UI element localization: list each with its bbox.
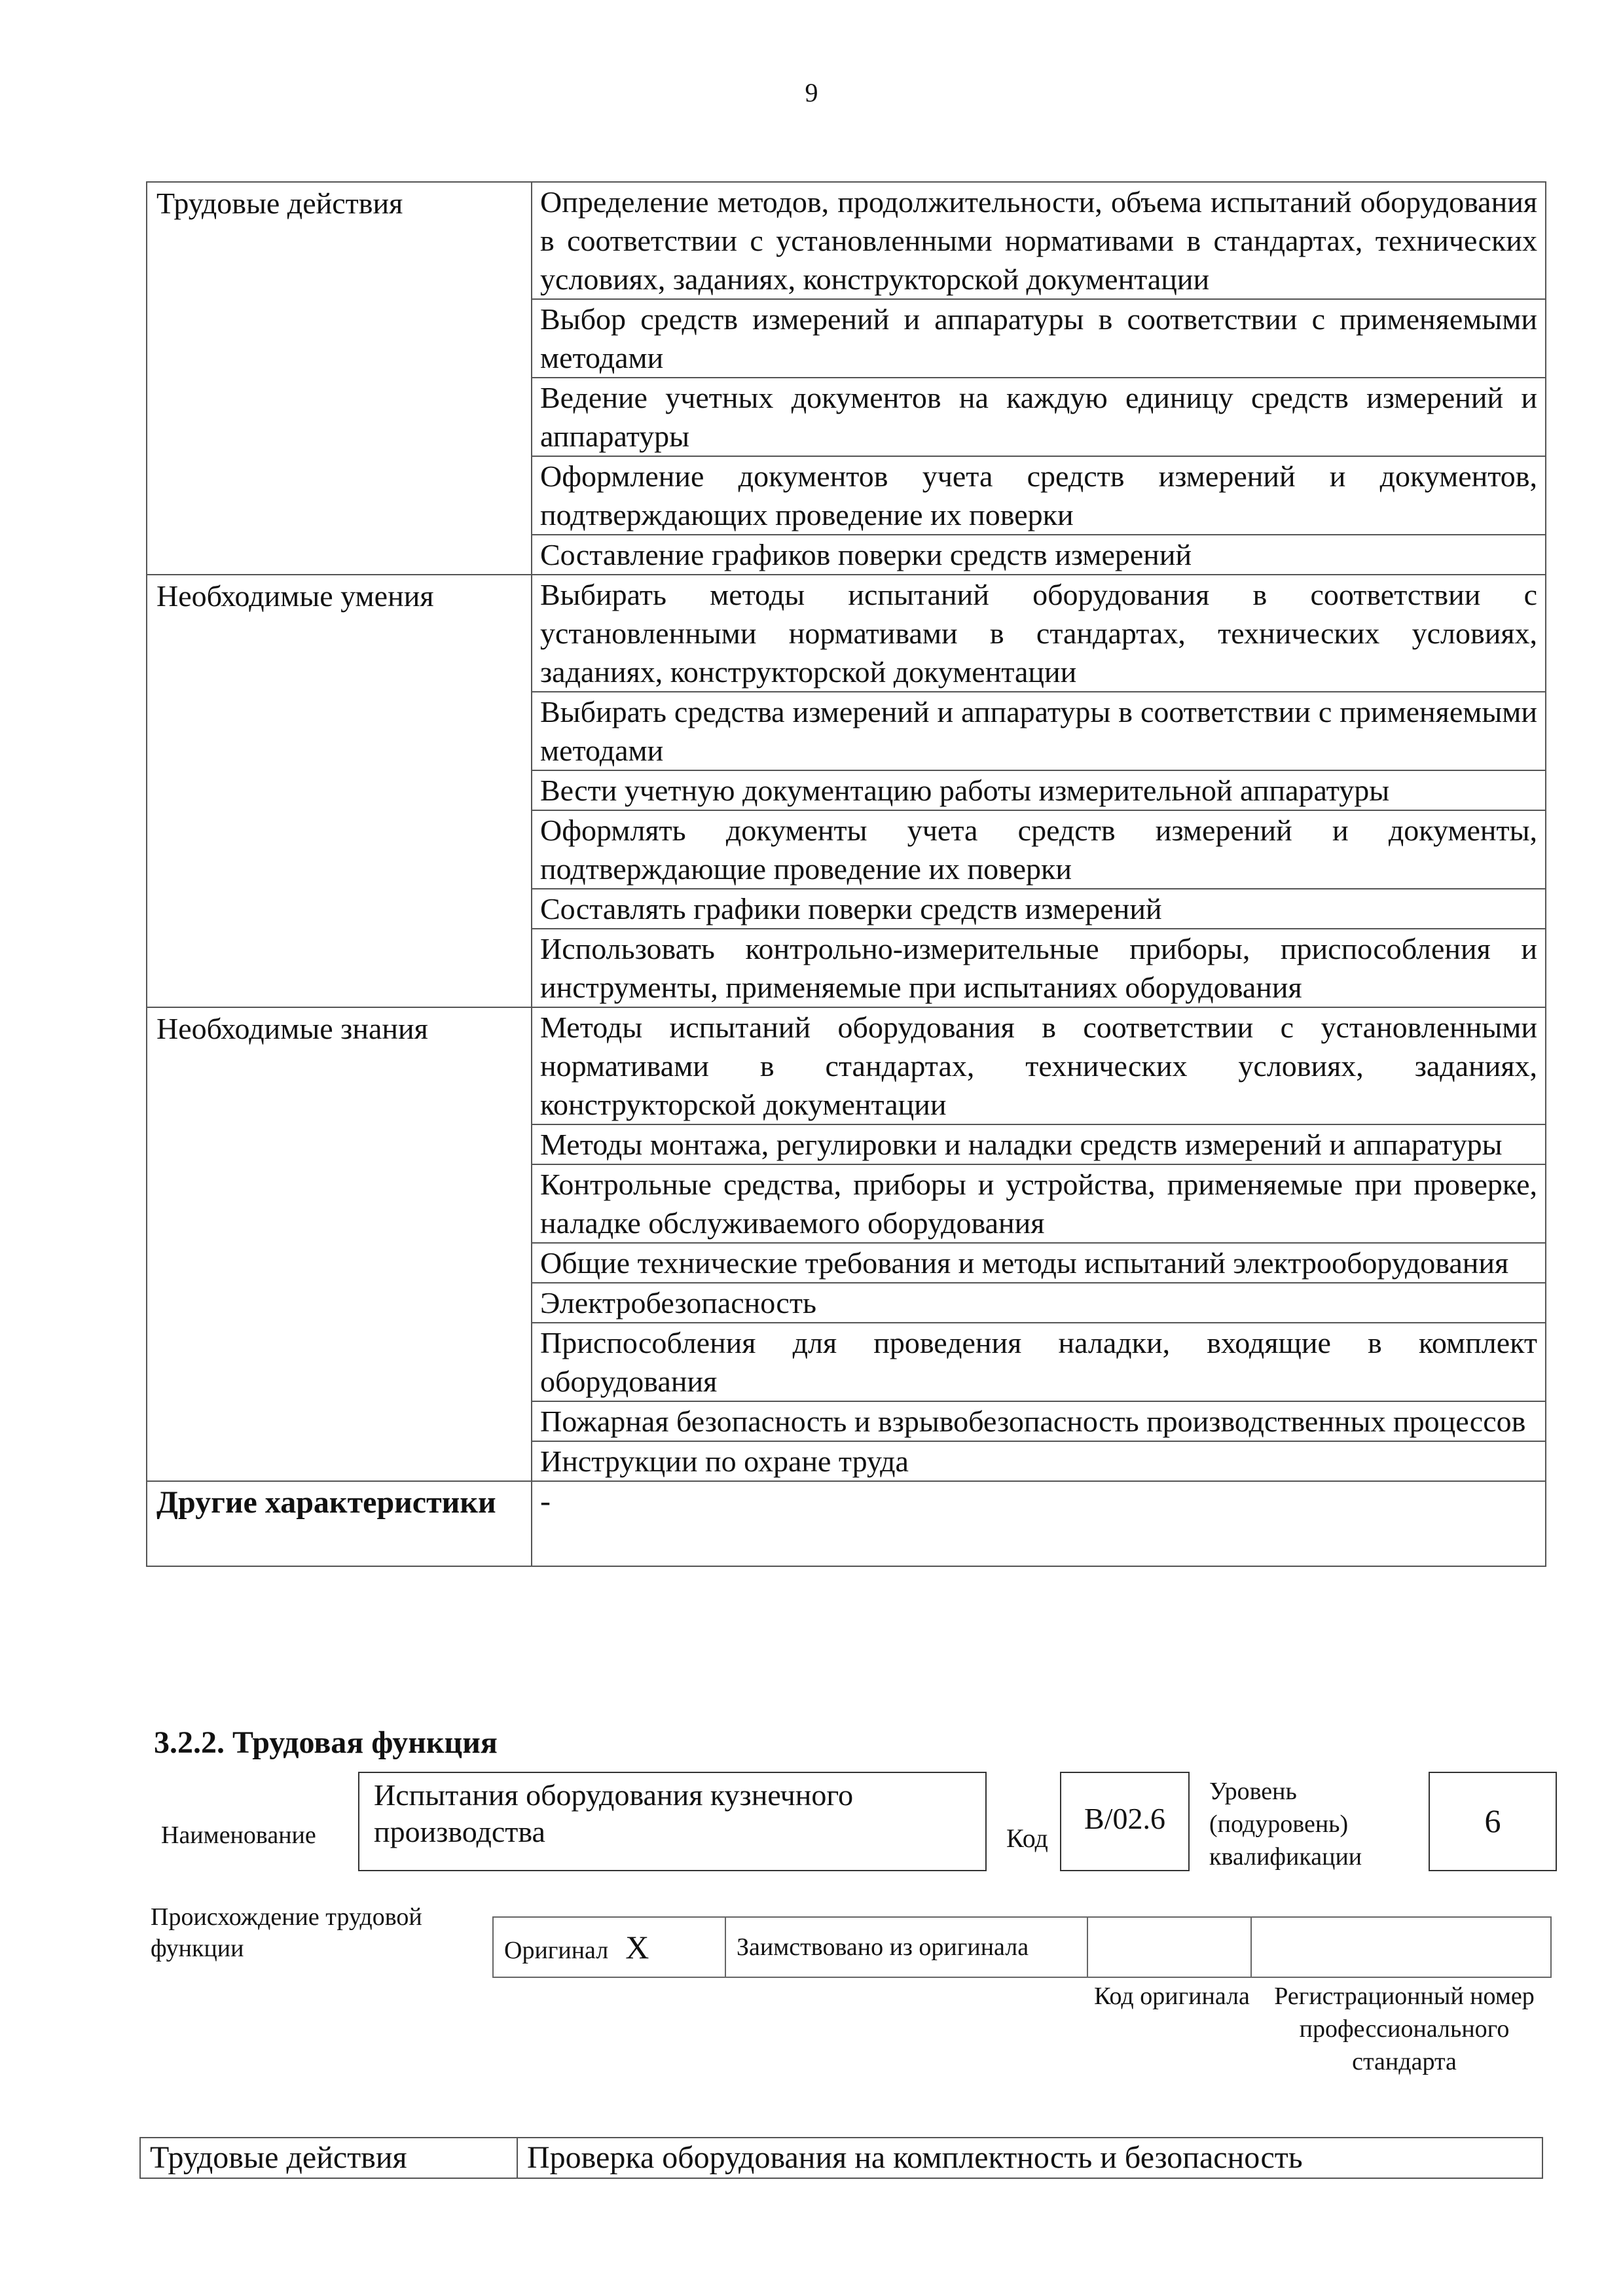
group-item: Оформление документов учета средств измерений и документов, подтверждающих проведение их поверки bbox=[532, 456, 1546, 535]
labor-function-table bbox=[146, 181, 1546, 1567]
section-title: 3.2.2. Трудовая функция bbox=[154, 1725, 498, 1760]
group-item: Пожарная безопасность и взрывобезопасность производственных процессов bbox=[532, 1401, 1546, 1441]
group-item: Оформлять документы учета средств измерений и документы, подтверждающие проведение их поверки bbox=[532, 810, 1546, 889]
group-item: Методы монтажа, регулировки и наладки средств измерений и аппаратуры bbox=[532, 1124, 1546, 1164]
code-caption: Код оригинала bbox=[1094, 1982, 1250, 2010]
bottom-row-label: Трудовые действия bbox=[140, 2138, 517, 2178]
name-label: Наименование bbox=[161, 1821, 316, 1849]
level-box: 6 bbox=[1429, 1772, 1557, 1871]
original-label: Оригинал bbox=[504, 1937, 609, 1964]
other-label: Другие характеристики bbox=[147, 1481, 532, 1566]
page-number: 9 bbox=[805, 78, 818, 107]
group-label: Необходимые умения bbox=[147, 575, 532, 1007]
group-item: Составление графиков поверки средств измерений bbox=[532, 535, 1546, 575]
table-row bbox=[147, 182, 1546, 299]
registration-number-cell bbox=[1251, 1917, 1551, 1977]
group-item: Вести учетную документацию работы измерительной аппаратуры bbox=[532, 770, 1546, 810]
group-label: Необходимые знания bbox=[147, 1007, 532, 1481]
origin-table bbox=[492, 1916, 1552, 1978]
group-item: Выбирать средства измерений и аппаратуры в соответствии с применяемыми методами bbox=[532, 692, 1546, 770]
table-row-other bbox=[147, 1481, 1546, 1566]
group-item: Приспособления для проведения наладки, входящие в комплект оборудования bbox=[532, 1323, 1546, 1401]
group-item: Методы испытаний оборудования в соответствии с установленными нормативами в стандартах, технических условиях, заданиях, конструкторской документации bbox=[532, 1007, 1546, 1124]
group-item: Инструкции по охране труда bbox=[532, 1441, 1546, 1481]
level-label: Уровень (подуровень) квалификации bbox=[1209, 1778, 1362, 1871]
original-mark: X bbox=[625, 1929, 649, 1965]
table-row bbox=[147, 575, 1546, 692]
group-item: Выбор средств измерений и аппаратуры в соответствии с применяемыми методами bbox=[532, 299, 1546, 378]
bottom-table bbox=[139, 2137, 1543, 2179]
group-item: Использовать контрольно-измерительные приборы, приспособления и инструменты, применяемые при испытаниях оборудования bbox=[532, 929, 1546, 1007]
original-cell bbox=[493, 1917, 725, 1977]
group-item: Определение методов, продолжительности, объема испытаний оборудования в соответствии с установленными нормативами в стандартах, технических условиях, заданиях, конструкторской документации bbox=[532, 182, 1546, 299]
group-item: Контрольные средства, приборы и устройства, применяемые при проверке, наладке обслуживаемого оборудования bbox=[532, 1164, 1546, 1243]
group-item: Выбирать методы испытаний оборудования в соответствии с установленными нормативами в стандартах, технических условиях, заданиях, конструкторской документации bbox=[532, 575, 1546, 692]
group-item: Электробезопасность bbox=[532, 1283, 1546, 1323]
origin-label: Происхождение трудовой функции bbox=[151, 1903, 422, 1962]
borrowed-cell: Заимствовано из оригинала bbox=[725, 1917, 1087, 1977]
function-name-box: Испытания оборудования кузнечного производства bbox=[358, 1772, 987, 1871]
group-item: Составлять графики поверки средств измерений bbox=[532, 889, 1546, 929]
original-code-cell bbox=[1087, 1917, 1251, 1977]
function-code-box: В/02.6 bbox=[1060, 1772, 1190, 1871]
code-label: Код bbox=[1006, 1823, 1048, 1853]
table-row bbox=[147, 1007, 1546, 1124]
group-label: Трудовые действия bbox=[147, 182, 532, 575]
bottom-row-value: Проверка оборудования на комплектность и безопасность bbox=[517, 2138, 1542, 2178]
registration-caption: Регистрационный номер профессионального стандарта bbox=[1274, 1982, 1535, 2075]
group-item: Общие технические требования и методы испытаний электрооборудования bbox=[532, 1243, 1546, 1283]
group-item: Ведение учетных документов на каждую единицу средств измерений и аппаратуры bbox=[532, 378, 1546, 456]
other-value: - bbox=[532, 1481, 1546, 1566]
